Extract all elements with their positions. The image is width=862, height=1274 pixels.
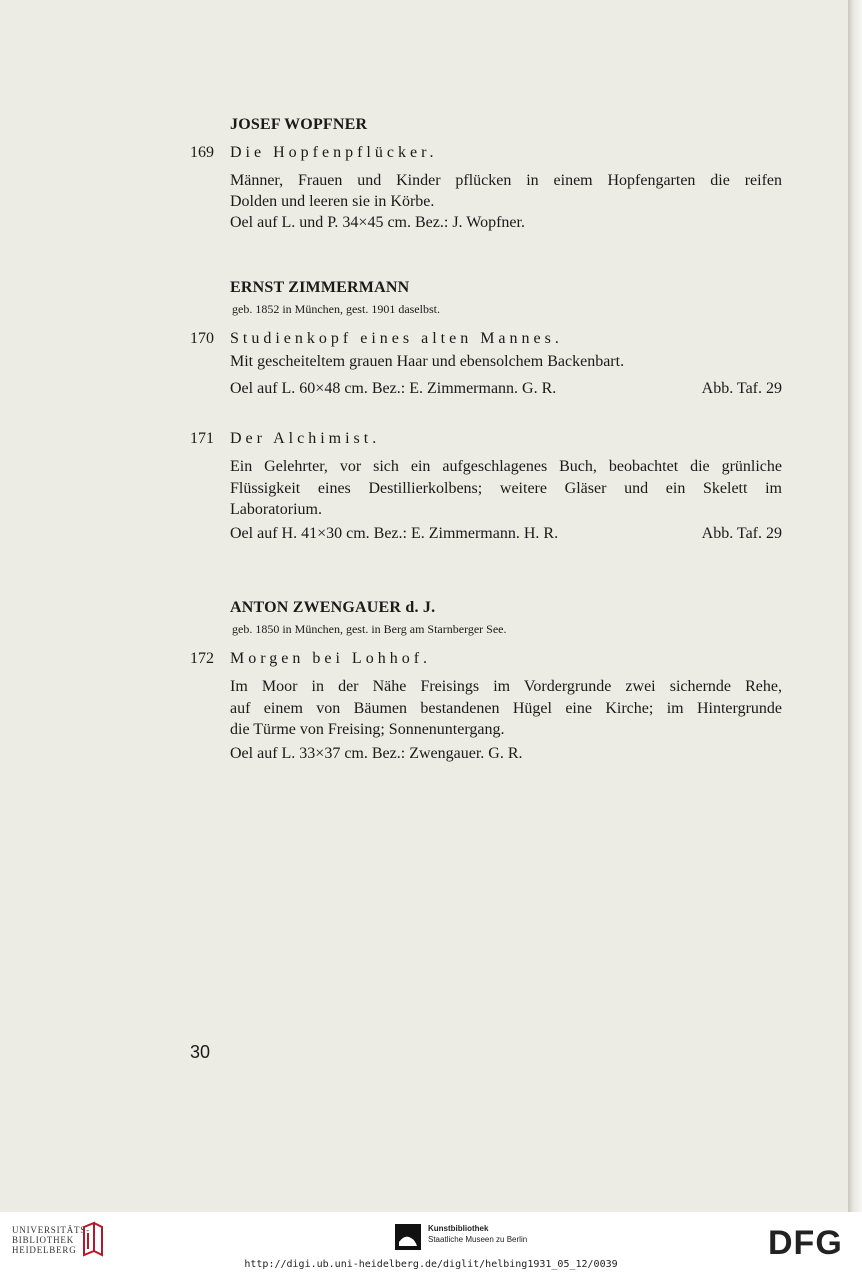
page-edge-shadow bbox=[848, 0, 862, 1212]
kunstbibliothek-label[interactable] bbox=[428, 1223, 527, 1245]
lot-description-line: Mit gescheiteltem grauen Haar und ebensolchem Backenbart. bbox=[230, 353, 625, 370]
lot-number-171: 171 bbox=[190, 430, 214, 447]
kunstbibliothek-subtitle: Staatliche Museen zu Berlin bbox=[428, 1235, 528, 1244]
lot-description-line: Männer, Frauen und Kinder pflücken in einem Hopfengarten die reifen bbox=[230, 172, 782, 189]
lot-description-line: Ein Gelehrter, vor sich ein aufgeschlagenes Buch, beobachtet die grünliche bbox=[230, 458, 782, 475]
kunstbibliothek-logo-icon[interactable] bbox=[395, 1224, 421, 1250]
heidelberg-library-label[interactable] bbox=[12, 1225, 90, 1255]
artist-bio-zimmermann: geb. 1852 in München, gest. 1901 daselbst. bbox=[232, 302, 440, 316]
plate-reference-171: Abb. Taf. 29 bbox=[701, 525, 782, 542]
library-name-line: BIBLIOTHEK bbox=[12, 1235, 74, 1245]
kunstbibliothek-name: Kunstbibliothek bbox=[428, 1224, 489, 1233]
lot-number-169: 169 bbox=[190, 144, 214, 161]
artist-bio-zwengauer: geb. 1850 in München, gest. in Berg am Starnberger See. bbox=[232, 622, 507, 636]
artist-name-zimmermann: ERNST ZIMMERMANN bbox=[230, 279, 410, 296]
lot-medium-line: Oel auf L. 33×37 cm. Bez.: Zwengauer. G. R. bbox=[230, 745, 523, 762]
lot-title-172: Morgen bei Lohhof. bbox=[230, 650, 432, 667]
library-name-line: HEIDELBERG bbox=[12, 1245, 77, 1255]
lot-medium-line: Oel auf L. und P. 34×45 cm. Bez.: J. Wopfner. bbox=[230, 214, 525, 231]
library-name-line: UNIVERSITÄTS- bbox=[12, 1225, 90, 1235]
lot-number-170: 170 bbox=[190, 330, 214, 347]
lot-description-line: Flüssigkeit eines Destillierkolbens; weitere Gläser und ein Skelett im bbox=[230, 480, 782, 497]
lot-description-line: Laboratorium. bbox=[230, 501, 322, 518]
lot-description-line: auf einem von Bäumen bestandenen Hügel eine Kirche; im Hintergrunde bbox=[230, 700, 782, 717]
lot-description-line: Im Moor in der Nähe Freisings im Vordergrunde zwei sichernde Rehe, bbox=[230, 678, 782, 695]
permalink-url[interactable]: http://digi.ub.uni-heidelberg.de/diglit/helbing1931_05_12/0039 bbox=[244, 1259, 618, 1270]
lot-title-170: Studienkopf eines alten Mannes. bbox=[230, 330, 563, 347]
plate-reference-170: Abb. Taf. 29 bbox=[701, 380, 782, 397]
lot-description-line: die Türme von Freising; Sonnenuntergang. bbox=[230, 721, 505, 738]
lot-title-171: Der Alchimist. bbox=[230, 430, 381, 447]
heidelberg-library-logo-icon[interactable] bbox=[80, 1221, 104, 1257]
artist-name-wopfner: JOSEF WOPFNER bbox=[230, 116, 368, 133]
page-number: 30 bbox=[190, 1042, 211, 1062]
lot-number-172: 172 bbox=[190, 650, 214, 667]
lot-title-169: Die Hopfenpflücker. bbox=[230, 144, 438, 161]
lot-description-line: Dolden und leeren sie in Körbe. bbox=[230, 193, 435, 210]
dfg-logo[interactable]: DFG bbox=[768, 1224, 843, 1262]
lot-medium-line: Oel auf L. 60×48 cm. Bez.: E. Zimmermann. G. R. bbox=[230, 380, 557, 397]
artist-name-zwengauer: ANTON ZWENGAUER d. J. bbox=[230, 599, 436, 616]
lot-medium-line: Oel auf H. 41×30 cm. Bez.: E. Zimmermann. H. R. bbox=[230, 525, 559, 542]
